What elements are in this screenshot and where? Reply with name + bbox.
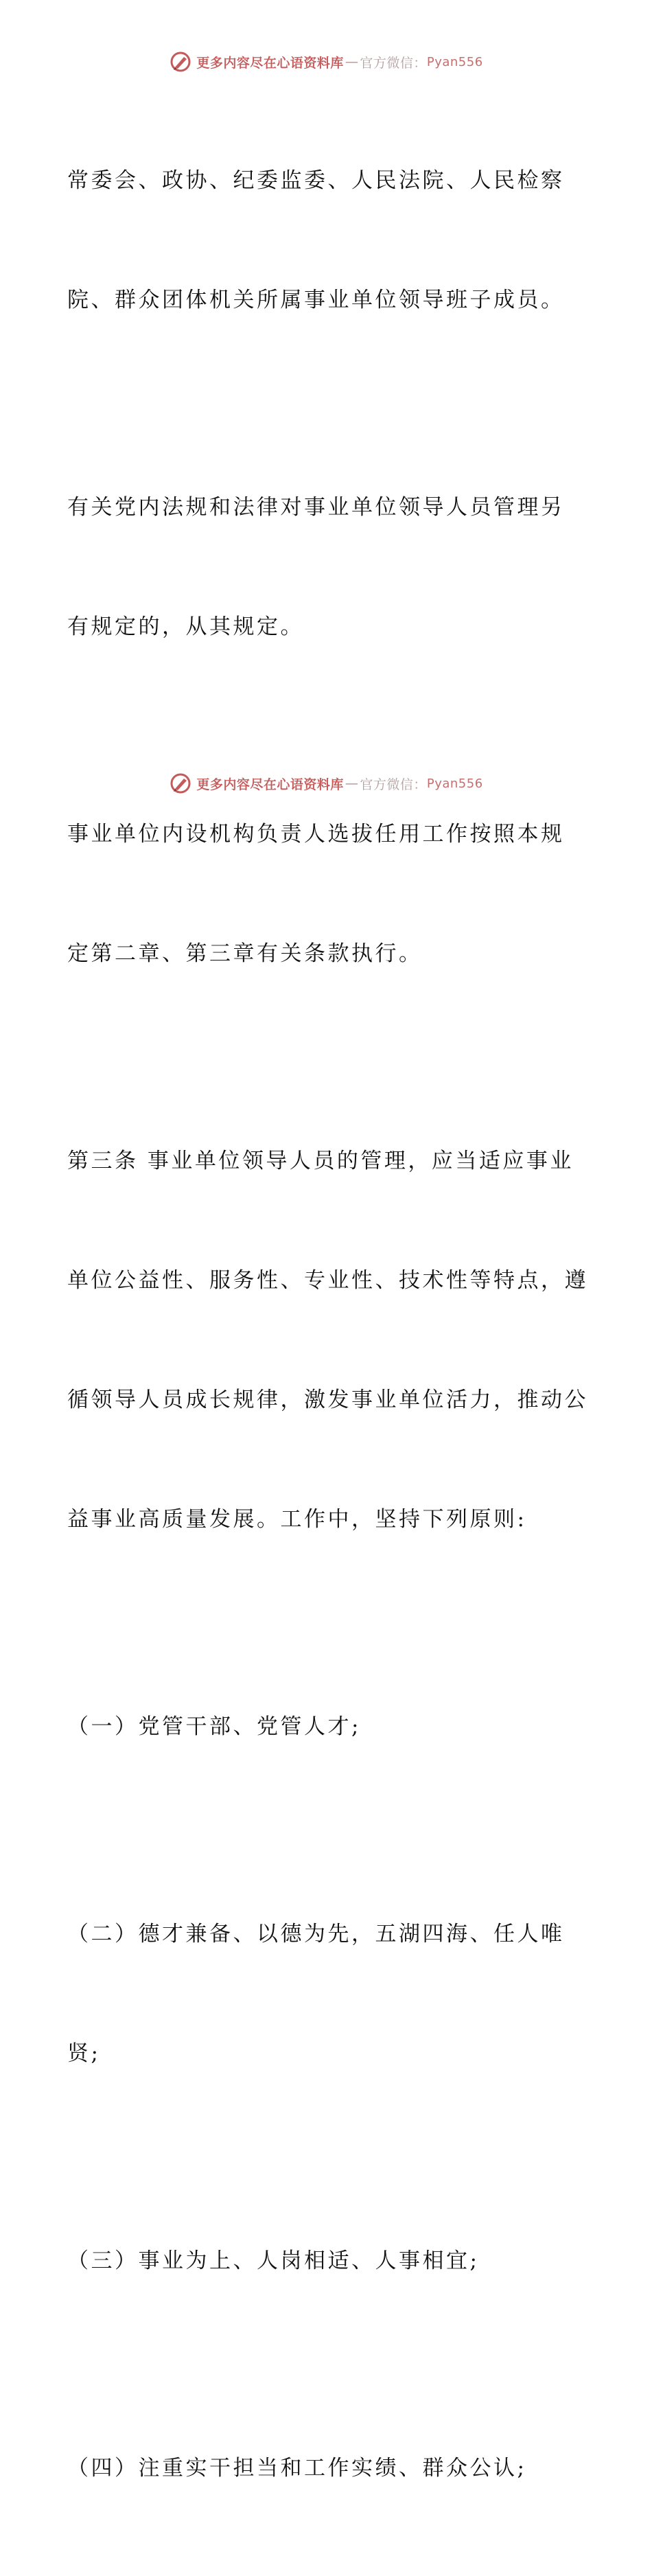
footer-watermark [0, 770, 652, 797]
watermark-wechat-id: Pyan556 [426, 54, 483, 69]
text-line: 事业单位内设机构负责人选拔任用工作按照本规 [67, 822, 565, 847]
watermark-main-text: 更多内容尽在心语资料库 [196, 777, 344, 792]
text-line: 循领导人员成长规律，激发事业单位活力，推动公 [67, 1388, 588, 1412]
article-three-paragraph [67, 1061, 596, 1619]
pen-logo-icon [169, 772, 192, 795]
document-body [67, 81, 596, 2576]
text-line: （四）注重实干担当和工作实绩、群众公认; [67, 2456, 527, 2481]
text-line: 有规定的，从其规定。 [67, 614, 304, 639]
principle-item [67, 2161, 596, 2360]
watermark-dash: — [345, 54, 359, 69]
principle-item [67, 2369, 596, 2568]
header-watermark [0, 48, 652, 76]
text-line: 常委会、政协、纪委监委、人民法院、人民检察 [67, 168, 565, 193]
watermark-dash: — [345, 776, 359, 791]
text-line: 益事业高质量发展。工作中，坚持下列原则: [67, 1507, 527, 1532]
text-line: （二）德才兼备、以德为先，五湖四海、任人唯 [67, 1922, 565, 1946]
text-line: （三）事业为上、人岗相适、人事相宜; [67, 2249, 480, 2273]
watermark-main-text: 更多内容尽在心语资料库 [196, 55, 344, 71]
text-line: （一）党管干部、党管人才; [67, 1714, 361, 1739]
watermark-wechat-id: Pyan556 [426, 776, 483, 791]
watermark-sub-text: 官方微信： [360, 777, 427, 792]
paragraph [67, 81, 596, 400]
pen-logo-icon [169, 50, 192, 73]
principle-item [67, 1627, 596, 1826]
text-line: 院、群众团体机关所属事业单位领导班子成员。 [67, 288, 565, 312]
text-line: 贤; [67, 2041, 101, 2066]
text-line: 有关党内法规和法律对事业单位领导人员管理另 [67, 495, 565, 520]
watermark-sub-text: 官方微信： [360, 55, 427, 71]
text-line: 第三条 事业单位领导人员的管理，应当适应事业 [67, 1149, 574, 1173]
principle-item [67, 1835, 596, 2153]
text-line: 定第二章、第三章有关条款执行。 [67, 941, 423, 966]
text-line: 单位公益性、服务性、专业性、技术性等特点，遵 [67, 1268, 588, 1293]
paragraph [67, 408, 596, 726]
